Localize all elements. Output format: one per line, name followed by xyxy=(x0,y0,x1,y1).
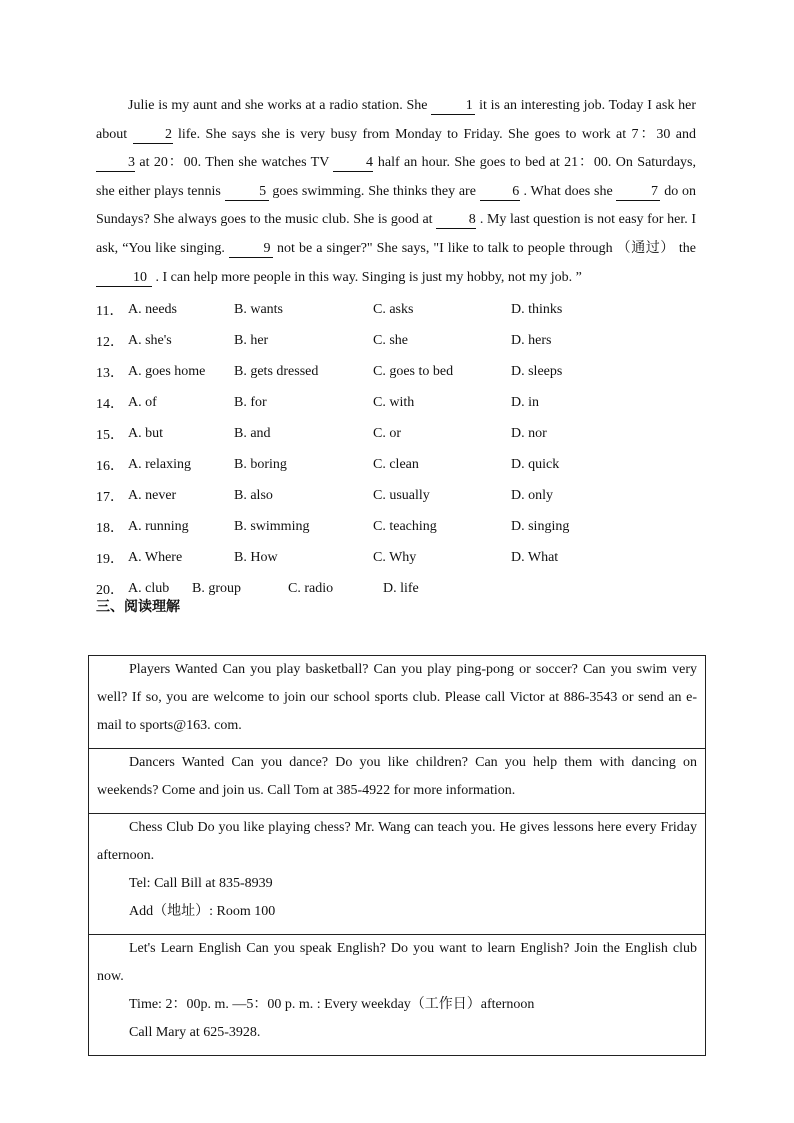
blank-2: 2 xyxy=(133,127,173,144)
section-title: 三、阅读理解 xyxy=(96,599,180,616)
question-number: 18． xyxy=(96,520,124,536)
option-row xyxy=(96,449,696,480)
option-c: C. asks xyxy=(373,301,414,317)
option-b: B. for xyxy=(234,394,267,410)
passage-text: goes swimming. She thinks they are xyxy=(268,183,480,199)
passage-text: not be a singer?" She says, "I like to talk to people through （通过） the xyxy=(272,240,696,256)
option-d: D. only xyxy=(511,487,553,503)
passage-text: half an hour. She goes to bed at 21：00. On Saturdays, she either plays tennis xyxy=(96,155,696,199)
question-number: 20． xyxy=(96,582,124,598)
option-b: B. group xyxy=(192,580,241,596)
option-b: B. gets dressed xyxy=(234,363,319,379)
blank-5: 5 xyxy=(225,184,269,201)
question-number: 16． xyxy=(96,458,124,474)
option-b: B. boring xyxy=(234,456,287,472)
ad-time: Time: 2：00p. m. —5：00 p. m. : Every weekday（工作日）afternoon xyxy=(129,997,535,1012)
option-c: C. Why xyxy=(373,549,417,565)
ad-call: Call Mary at 625-3928. xyxy=(129,1025,261,1040)
option-a: A. of xyxy=(128,394,157,410)
option-a: A. Where xyxy=(128,549,183,565)
option-row xyxy=(96,294,696,325)
option-c: C. usually xyxy=(373,487,430,503)
option-a: A. running xyxy=(128,518,189,534)
option-a: A. goes home xyxy=(128,363,206,379)
option-a: A. but xyxy=(128,425,163,441)
blank-1: 1 xyxy=(431,98,475,115)
option-row xyxy=(96,418,696,449)
ad-learn-english xyxy=(89,935,705,1055)
options-list xyxy=(96,294,696,604)
option-b: B. wants xyxy=(234,301,283,317)
option-b: B. How xyxy=(234,549,278,565)
ad-chess-club xyxy=(89,814,705,935)
option-d: D. in xyxy=(511,394,539,410)
ad-text: Chess Club Do you like playing chess? Mr. Wang can teach you. He gives lessons here every Friday afternoon. xyxy=(97,820,697,863)
option-a: A. relaxing xyxy=(128,456,191,472)
option-d: D. thinks xyxy=(511,301,563,317)
option-c: C. clean xyxy=(373,456,419,472)
passage-text: it is an interesting job. Today I ask her about xyxy=(96,98,696,142)
passage-text: at 20：00. Then she watches TV xyxy=(135,155,334,171)
passage-paragraph xyxy=(96,92,696,292)
passage-text: life. She says she is very busy from Monday to Friday. She goes to work at 7：30 and xyxy=(172,126,697,142)
question-number: 14． xyxy=(96,396,124,412)
option-row xyxy=(96,542,696,573)
option-c: C. radio xyxy=(288,580,334,596)
option-c: C. goes to bed xyxy=(373,363,454,379)
option-d: D. nor xyxy=(511,425,547,441)
passage-text: . What does she xyxy=(519,183,617,199)
ad-text: Players Wanted Can you play basketball? Can you play ping-pong or soccer? Can you swim very well? If so, you are welcome to join our school sports club. Please call Victor at 886-3543 or send an e-mail to sports@163. com. xyxy=(97,662,697,733)
option-a: A. needs xyxy=(128,301,177,317)
option-c: C. teaching xyxy=(373,518,437,534)
page-content xyxy=(96,92,696,618)
ad-address: Add（地址）: Room 100 xyxy=(129,904,276,919)
option-b: B. also xyxy=(234,487,273,503)
option-a: A. she's xyxy=(128,332,172,348)
question-number: 11． xyxy=(96,303,124,319)
question-number: 12． xyxy=(96,334,124,350)
ad-players-wanted xyxy=(89,656,705,749)
option-b: B. swimming xyxy=(234,518,310,534)
option-row xyxy=(96,356,696,387)
option-b: B. her xyxy=(234,332,269,348)
option-c: C. she xyxy=(373,332,408,348)
option-d: D. What xyxy=(511,549,559,565)
option-row xyxy=(96,325,696,356)
question-number: 19． xyxy=(96,551,124,567)
question-number: 15． xyxy=(96,427,124,443)
passage-text: Julie is my aunt and she works at a radio station. She xyxy=(128,98,432,113)
passage-text: do on Sundays? She always goes to the music club. She is good at xyxy=(96,183,697,228)
option-row xyxy=(96,480,696,511)
blank-6: 6 xyxy=(480,184,520,201)
question-number: 13． xyxy=(96,365,124,381)
blank-8: 8 xyxy=(436,212,476,229)
blank-3: 3 xyxy=(96,155,135,172)
ad-dancers-wanted xyxy=(89,749,705,814)
blank-10: 10 xyxy=(96,270,152,287)
blank-7: 7 xyxy=(616,184,660,201)
question-number: 17． xyxy=(96,489,124,505)
passage-text: . My last question is not easy for her. I ask, “You like singing. xyxy=(96,212,696,256)
blank-4: 4 xyxy=(333,155,373,172)
option-b: B. and xyxy=(234,425,271,441)
cloze-passage xyxy=(96,92,696,292)
option-a: A. club xyxy=(128,580,170,596)
ad-text: Dancers Wanted Can you dance? Do you like children? Can you help them with dancing on weekends? Come and join us. Call Tom at 385-4922 for more information. xyxy=(97,755,697,798)
option-d: D. sleeps xyxy=(511,363,563,379)
option-row xyxy=(96,387,696,418)
option-d: D. quick xyxy=(511,456,560,472)
passage-text: . I can help more people in this way. Singing is just my hobby, not my job. ” xyxy=(152,269,582,285)
option-c: C. or xyxy=(373,425,401,441)
blank-9: 9 xyxy=(229,241,273,258)
option-c: C. with xyxy=(373,394,415,410)
option-d: D. hers xyxy=(511,332,552,348)
option-d: D. life xyxy=(383,580,419,596)
ad-tel: Tel: Call Bill at 835-8939 xyxy=(129,876,273,891)
option-row xyxy=(96,511,696,542)
option-a: A. never xyxy=(128,487,177,503)
ad-text: Let's Learn English Can you speak English? Do you want to learn English? Join the English club now. xyxy=(97,941,697,984)
reading-ads-table xyxy=(88,655,706,1056)
option-d: D. singing xyxy=(511,518,570,534)
